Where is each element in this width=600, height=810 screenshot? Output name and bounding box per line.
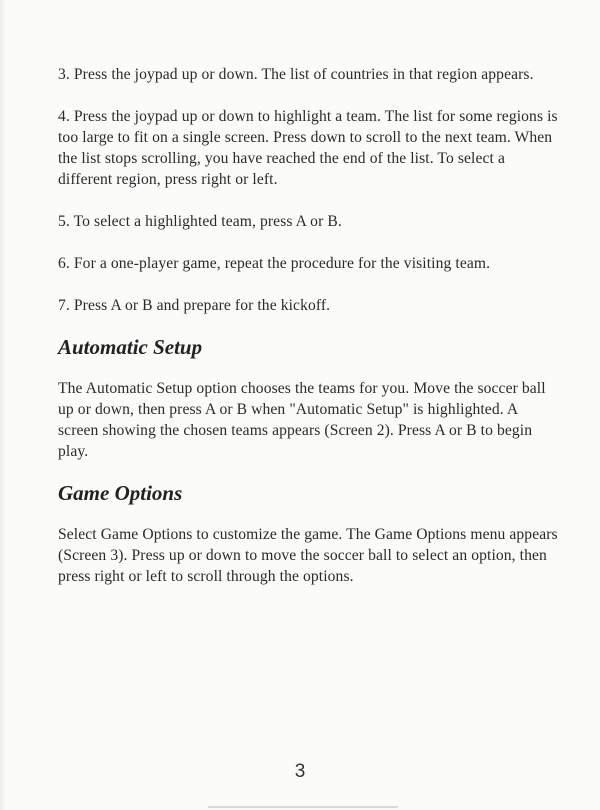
step-7: 7. Press A or B and prepare for the kickoff. (58, 297, 331, 314)
game-options-body: Select Game Options to customize the game. The Game Options menu appears (Screen 3). Press up or down to move the soccer ball to select an option, then press right or left to scroll through the options. (58, 526, 558, 585)
page-edge-shadow (0, 0, 6, 810)
step-4: 4. Press the joypad up or down to highlight a team. The list for some regions is too large to fit on a single screen. Press down to scroll to the next team. When the list stops scrolling, you have reached the end of the list. To select a different region, press right or left. (58, 108, 558, 188)
step-5: 5. To select a highlighted team, press A or B. (58, 213, 342, 230)
bottom-edge-mark (208, 806, 398, 808)
page-content (58, 64, 558, 587)
step-3: 3. Press the joypad up or down. The list of countries in that region appears. (58, 66, 534, 83)
automatic-setup-body: The Automatic Setup option chooses the teams for you. Move the soccer ball up or down, then press A or B when "Automatic Setup" is highlighted. A screen showing the chosen teams appears (Screen 2). Press A or B to begin play. (58, 380, 546, 460)
automatic-setup-heading: Automatic Setup (58, 335, 203, 359)
step-6: 6. For a one-player game, repeat the procedure for the visiting team. (58, 255, 491, 272)
game-options-heading: Game Options (58, 481, 183, 505)
page-number: 3 (294, 761, 306, 782)
